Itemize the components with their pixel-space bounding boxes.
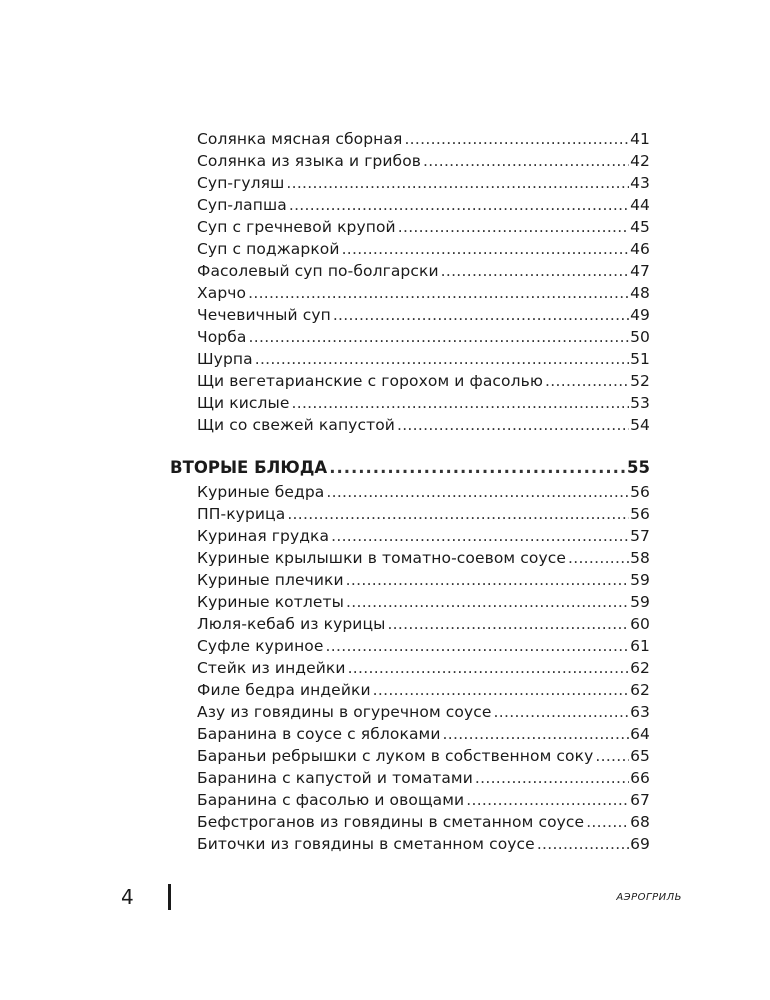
toc-entry-title: Биточки из говядины в сметанном соусе xyxy=(197,835,535,853)
toc-entry-title: Куриная грудка xyxy=(197,527,330,545)
page-number: 4 xyxy=(121,885,134,909)
toc-leader-dots xyxy=(397,414,629,436)
toc-entry-page: 56 xyxy=(630,505,650,523)
toc-entry-title: Фасолевый суп по-болгарски xyxy=(197,262,439,280)
toc-leader-dots xyxy=(342,238,630,260)
toc-entry xyxy=(197,723,650,745)
toc-entry-title: Филе бедра индейки xyxy=(197,681,371,699)
toc-leader-dots xyxy=(595,745,629,767)
toc-entry-title: Суфле куриное xyxy=(197,637,324,655)
toc-entry-page: 46 xyxy=(630,240,650,258)
toc-entry-page: 56 xyxy=(630,483,650,501)
toc-entry-page: 48 xyxy=(630,284,650,302)
toc-leader-dots xyxy=(423,150,629,172)
toc-entry-title: Суп с поджаркой xyxy=(197,240,340,258)
toc-entry-page: 45 xyxy=(630,218,650,236)
toc-leader-dots xyxy=(443,723,630,745)
toc-entry-page: 60 xyxy=(630,615,650,633)
toc-entry-page: 63 xyxy=(630,703,650,721)
toc-entry-page: 69 xyxy=(630,835,650,853)
toc-leader-dots xyxy=(586,811,629,833)
toc-entry-title: Чорба xyxy=(197,328,247,346)
toc-entry-title: Куриные крылышки в томатно-соевом соусе xyxy=(197,549,566,567)
toc-leader-dots xyxy=(331,525,629,547)
toc-leader-dots xyxy=(404,128,629,150)
running-title: АЭРОГРИЛЬ xyxy=(616,892,682,903)
toc-entry xyxy=(197,370,650,392)
toc-entry xyxy=(197,701,650,723)
toc-entry xyxy=(197,216,650,238)
toc-leader-dots xyxy=(329,456,626,480)
toc-entry-title: ПП-курица xyxy=(197,505,286,523)
toc-entry xyxy=(197,128,650,150)
toc-leader-dots xyxy=(249,326,630,348)
toc-entry-page: 41 xyxy=(630,130,650,148)
toc-entry xyxy=(197,481,650,503)
toc-entry-page: 61 xyxy=(630,637,650,655)
toc-entry xyxy=(197,613,650,635)
toc-leader-dots xyxy=(466,789,629,811)
toc-entry-title: Солянка мясная сборная xyxy=(197,130,403,148)
toc-entry-title: Чечевичный суп xyxy=(197,306,331,324)
toc-leader-dots xyxy=(346,591,629,613)
toc-entry-title: Куриные котлеты xyxy=(197,593,345,611)
toc-leader-dots xyxy=(545,370,629,392)
toc-entry xyxy=(197,789,650,811)
toc-entry-title: Харчо xyxy=(197,284,247,302)
toc-entry-page: 64 xyxy=(630,725,650,743)
toc-entry-page: 57 xyxy=(630,527,650,545)
toc-entry-page: 47 xyxy=(630,262,650,280)
toc-entry-page: 49 xyxy=(630,306,650,324)
toc-entry-title: Куриные бедра xyxy=(197,483,325,501)
toc-entry xyxy=(197,811,650,833)
toc-entry xyxy=(197,238,650,260)
toc-entry xyxy=(197,569,650,591)
toc-entry xyxy=(197,414,650,436)
toc-entry-title: Солянка из языка и грибов xyxy=(197,152,422,170)
toc-entry xyxy=(197,547,650,569)
toc-entry-title: Баранина в соусе с яблоками xyxy=(197,725,441,743)
toc-entry xyxy=(197,679,650,701)
toc-entry-title: Бараньи ребрышки с луком в собственном соку xyxy=(197,747,594,765)
toc-entry-title: Щи кислые xyxy=(197,394,290,412)
toc-entry-page: 66 xyxy=(630,769,650,787)
toc-leader-dots xyxy=(475,767,629,789)
toc-section-page: 55 xyxy=(627,458,650,477)
toc-section-title: ВТОРЫЕ БЛЮДА xyxy=(170,458,328,477)
toc-entry-page: 51 xyxy=(630,350,650,368)
toc-entry-title: Бефстроганов из говядины в сметанном соусе xyxy=(197,813,585,831)
toc-entry-page: 54 xyxy=(630,416,650,434)
toc-entry xyxy=(197,635,650,657)
toc-leader-dots xyxy=(387,613,629,635)
toc-entry-page: 50 xyxy=(630,328,650,346)
toc-entry-title: Баранина с фасолью и овощами xyxy=(197,791,465,809)
toc-leader-dots xyxy=(326,481,629,503)
toc-entry-page: 52 xyxy=(630,372,650,390)
toc-entry xyxy=(197,172,650,194)
toc-entry-page: 59 xyxy=(630,571,650,589)
toc-entry-page: 44 xyxy=(630,196,650,214)
toc-leader-dots xyxy=(289,194,629,216)
toc-leader-dots xyxy=(373,679,629,701)
toc-entry xyxy=(197,304,650,326)
toc-section-heading xyxy=(170,456,650,480)
toc-entry xyxy=(197,392,650,414)
toc-entry xyxy=(197,745,650,767)
toc-entry-title: Азу из говядины в огуречном соусе xyxy=(197,703,492,721)
toc-leader-dots xyxy=(494,701,630,723)
toc-leader-dots xyxy=(286,172,629,194)
toc-leader-dots xyxy=(292,392,630,414)
toc-entry xyxy=(197,150,650,172)
toc-entry-page: 43 xyxy=(630,174,650,192)
toc-entry xyxy=(197,260,650,282)
toc-entry-title: Баранина с капустой и томатами xyxy=(197,769,473,787)
toc-entry-title: Стейк из индейки xyxy=(197,659,346,677)
toc-entry xyxy=(197,833,650,855)
toc-entry-title: Люля-кебаб из курицы xyxy=(197,615,386,633)
toc-entry xyxy=(197,657,650,679)
toc-entry xyxy=(197,348,650,370)
toc-entry-title: Щи вегетарианские с горохом и фасолью xyxy=(197,372,544,390)
toc-entry xyxy=(197,194,650,216)
toc-entry-page: 53 xyxy=(630,394,650,412)
toc-entry-page: 62 xyxy=(630,659,650,677)
toc-leader-dots xyxy=(333,304,629,326)
toc-entry-page: 68 xyxy=(630,813,650,831)
toc-entry xyxy=(197,525,650,547)
toc-leader-dots xyxy=(287,503,629,525)
toc-entry-title: Суп-лапша xyxy=(197,196,287,214)
toc-entry xyxy=(197,767,650,789)
toc-entry xyxy=(197,326,650,348)
toc-leader-dots xyxy=(568,547,629,569)
toc-entry-title: Щи со свежей капустой xyxy=(197,416,395,434)
toc-entry-page: 65 xyxy=(630,747,650,765)
toc-leader-dots xyxy=(348,657,630,679)
toc-entry-title: Суп-гуляш xyxy=(197,174,285,192)
toc-leader-dots xyxy=(255,348,629,370)
toc-leader-dots xyxy=(346,569,629,591)
toc-leader-dots xyxy=(537,833,629,855)
toc-entry-page: 62 xyxy=(630,681,650,699)
toc-entry-page: 42 xyxy=(630,152,650,170)
toc-entry-title: Суп с гречневой крупой xyxy=(197,218,396,236)
toc-entry-page: 58 xyxy=(630,549,650,567)
toc-leader-dots xyxy=(326,635,630,657)
toc-entry xyxy=(197,282,650,304)
toc-leader-dots xyxy=(248,282,629,304)
toc-entry-page: 59 xyxy=(630,593,650,611)
toc-leader-dots xyxy=(441,260,629,282)
page-number-divider xyxy=(168,884,171,910)
toc-entry xyxy=(197,591,650,613)
toc-leader-dots xyxy=(398,216,629,238)
toc-entry xyxy=(197,503,650,525)
toc-entry-page: 67 xyxy=(630,791,650,809)
toc-entry-title: Куриные плечики xyxy=(197,571,344,589)
toc-entry-title: Шурпа xyxy=(197,350,253,368)
